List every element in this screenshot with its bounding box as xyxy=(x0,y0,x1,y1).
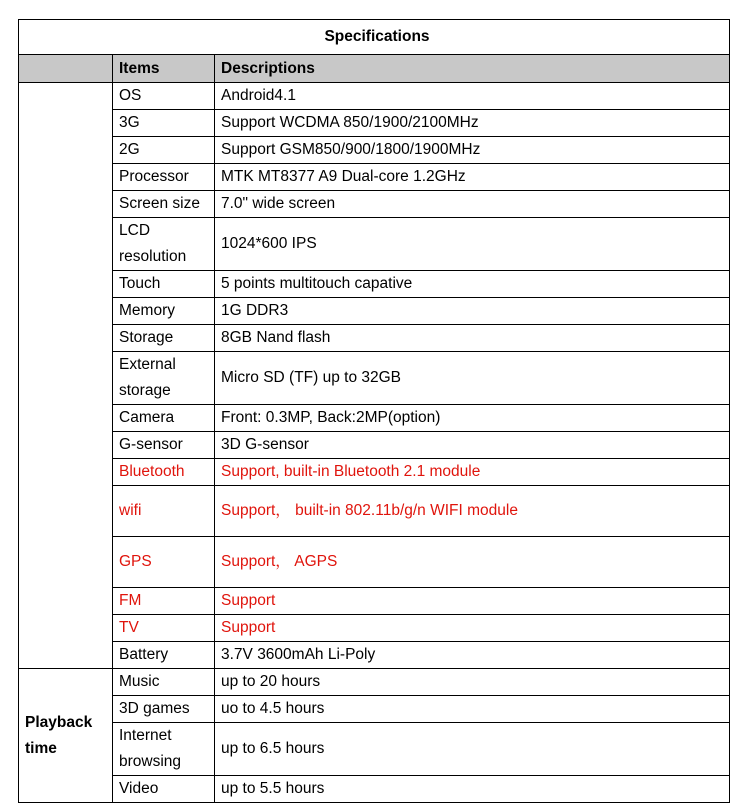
header-descriptions: Descriptions xyxy=(215,55,730,83)
table-row xyxy=(19,642,730,669)
item-cell: Storage xyxy=(113,325,215,352)
item-cell: GPS xyxy=(113,537,215,588)
table-row-highlighted xyxy=(19,486,730,537)
item-cell: OS xyxy=(113,83,215,110)
header-blank-cell xyxy=(19,55,113,83)
description-cell: 3D G-sensor xyxy=(215,432,730,459)
item-cell: 3D games xyxy=(113,696,215,723)
item-cell: Screen size xyxy=(113,191,215,218)
general-group-cell xyxy=(19,83,113,669)
description-cell: Android4.1 xyxy=(215,83,730,110)
item-cell: wifi xyxy=(113,486,215,537)
description-cell: 8GB Nand flash xyxy=(215,325,730,352)
table-row xyxy=(19,110,730,137)
item-cell: Music xyxy=(113,669,215,696)
item-cell: LCD resolution xyxy=(113,218,215,271)
description-cell: up to 20 hours xyxy=(215,669,730,696)
table-row xyxy=(19,164,730,191)
item-cell: FM xyxy=(113,588,215,615)
description-cell: up to 6.5 hours xyxy=(215,723,730,776)
item-cell: Internet browsing xyxy=(113,723,215,776)
table-row-highlighted xyxy=(19,459,730,486)
description-cell: uo to 4.5 hours xyxy=(215,696,730,723)
description-cell: 1G DDR3 xyxy=(215,298,730,325)
description-cell: Support， AGPS xyxy=(215,537,730,588)
description-cell: Support xyxy=(215,615,730,642)
header-items: Items xyxy=(113,55,215,83)
description-cell: up to 5.5 hours xyxy=(215,776,730,803)
table-row xyxy=(19,83,730,110)
table-row xyxy=(19,723,730,776)
table-row-highlighted xyxy=(19,588,730,615)
item-cell: Memory xyxy=(113,298,215,325)
item-cell: Video xyxy=(113,776,215,803)
description-cell: 7.0" wide screen xyxy=(215,191,730,218)
description-cell: Support， built-in 802.11b/g/n WIFI module xyxy=(215,486,730,537)
item-cell: Battery xyxy=(113,642,215,669)
item-cell: 2G xyxy=(113,137,215,164)
item-cell: 3G xyxy=(113,110,215,137)
description-cell: 5 points multitouch capative xyxy=(215,271,730,298)
table-row xyxy=(19,191,730,218)
title-row xyxy=(19,20,730,55)
description-cell: MTK MT8377 A9 Dual-core 1.2GHz xyxy=(215,164,730,191)
description-cell: Support WCDMA 850/1900/2100MHz xyxy=(215,110,730,137)
table-row xyxy=(19,218,730,271)
table-row xyxy=(19,669,730,696)
table-row xyxy=(19,776,730,803)
description-cell: Front: 0.3MP, Back:2MP(option) xyxy=(215,405,730,432)
description-cell: Support GSM850/900/1800/1900MHz xyxy=(215,137,730,164)
description-cell: Support xyxy=(215,588,730,615)
item-cell: Touch xyxy=(113,271,215,298)
item-cell: Camera xyxy=(113,405,215,432)
table-row xyxy=(19,432,730,459)
description-cell: Micro SD (TF) up to 32GB xyxy=(215,352,730,405)
header-row xyxy=(19,55,730,83)
table-row-highlighted xyxy=(19,615,730,642)
description-cell: 1024*600 IPS xyxy=(215,218,730,271)
table-row xyxy=(19,405,730,432)
table-row xyxy=(19,271,730,298)
playback-time-label: Playback time xyxy=(19,669,113,803)
table-row xyxy=(19,352,730,405)
item-cell: TV xyxy=(113,615,215,642)
table-row xyxy=(19,137,730,164)
item-cell: External storage xyxy=(113,352,215,405)
description-cell: 3.7V 3600mAh Li-Poly xyxy=(215,642,730,669)
specifications-table xyxy=(18,19,730,803)
table-row xyxy=(19,325,730,352)
item-cell: G-sensor xyxy=(113,432,215,459)
item-cell: Processor xyxy=(113,164,215,191)
table-row-highlighted xyxy=(19,537,730,588)
description-cell: Support, built-in Bluetooth 2.1 module xyxy=(215,459,730,486)
table-row xyxy=(19,298,730,325)
table-title: Specifications xyxy=(19,20,730,55)
table-row xyxy=(19,696,730,723)
item-cell: Bluetooth xyxy=(113,459,215,486)
